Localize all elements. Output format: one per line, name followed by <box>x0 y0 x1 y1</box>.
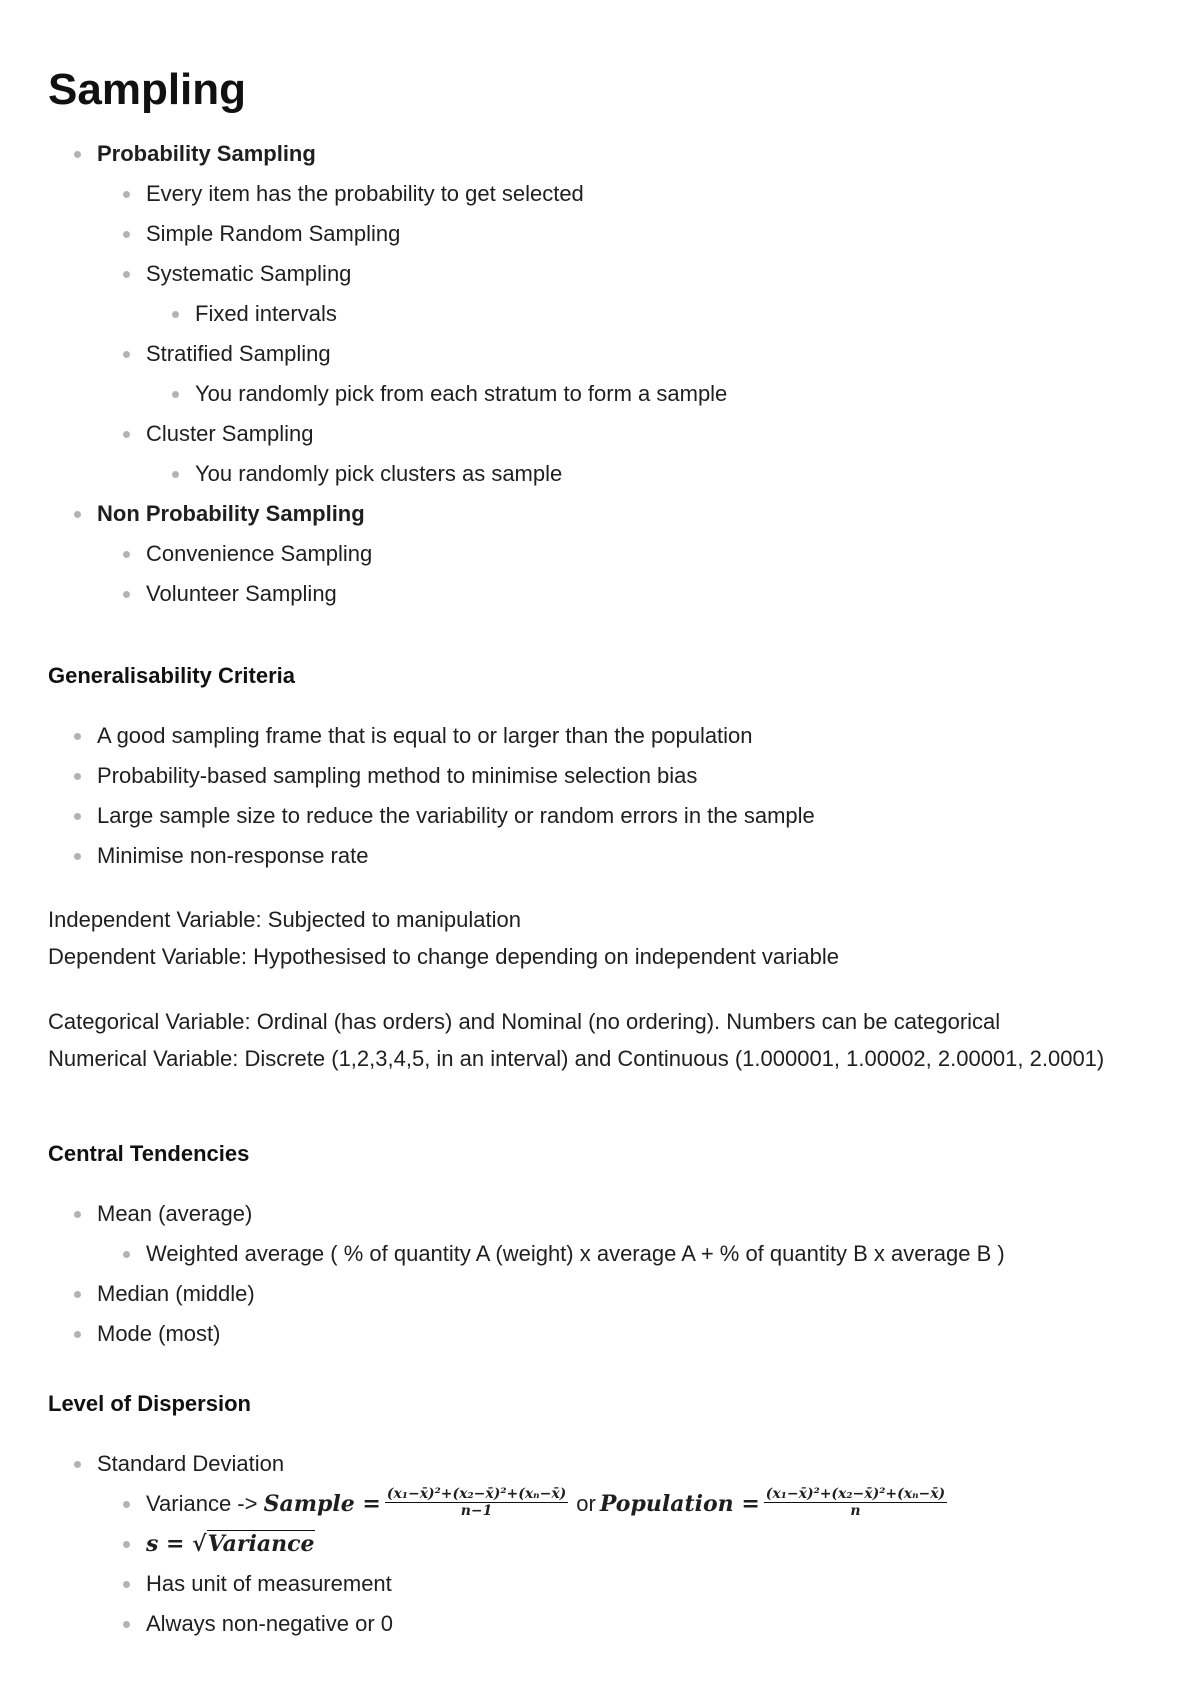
list-item: Minimise non-response rate <box>0 836 1200 876</box>
bullet-icon <box>172 391 179 398</box>
bullet-icon <box>172 311 179 318</box>
list-item: Always non-negative or 0 <box>0 1604 1200 1644</box>
list-item: You randomly pick from each stratum to form a sample <box>0 374 1200 414</box>
bullet-icon <box>74 733 81 740</box>
categorical-variable-text: Categorical Variable: Ordinal (has orders) and Nominal (no ordering). Numbers can be categorical <box>48 1009 1001 1034</box>
bullet-icon <box>123 431 130 438</box>
variables-paragraph <box>48 901 1158 975</box>
bullet-icon <box>172 471 179 478</box>
bullet-icon <box>74 1211 81 1218</box>
section-heading-generalisability: Generalisability Criteria <box>48 663 295 688</box>
sample-denominator: n−1 <box>460 1502 493 1519</box>
bullet-icon <box>123 1581 130 1588</box>
std-formula-lhs: s = √ <box>146 1531 207 1557</box>
sample-numerator: (x₁−x̄)²+(x₂−x̄)²+(xₙ−x̄) <box>386 1485 567 1502</box>
dispersion-list <box>0 1444 1200 1644</box>
bullet-icon <box>74 151 81 158</box>
central-tendencies-list <box>0 1194 1200 1354</box>
bullet-icon <box>74 853 81 860</box>
or-text: or <box>576 1491 596 1516</box>
bullet-icon <box>74 1461 81 1468</box>
bullet-icon <box>123 271 130 278</box>
bullet-icon <box>74 813 81 820</box>
population-fraction <box>764 1486 947 1519</box>
bullet-icon <box>123 351 130 358</box>
bullet-icon <box>74 511 81 518</box>
variable-types-paragraph <box>48 1003 1158 1077</box>
bullet-icon <box>74 1331 81 1338</box>
bullet-icon <box>123 1541 130 1548</box>
bullet-icon <box>123 1621 130 1628</box>
population-numerator: (x₁−x̄)²+(x₂−x̄)²+(xₙ−x̄) <box>765 1485 946 1502</box>
list-item: Probability-based sampling method to minimise selection bias <box>0 756 1200 796</box>
bullet-icon <box>123 191 130 198</box>
list-item: A good sampling frame that is equal to or larger than the population <box>0 716 1200 756</box>
std-formula-item <box>0 1524 1200 1564</box>
bullet-icon <box>123 1251 130 1258</box>
variance-formula-item: Variance -> Sample = $\frac{\text{(x₁−x̄)²+(x₂−x̄)²+(xₙ−x̄)}}{n-1}$ or Population = $\frac{\text{(x₁−x̄)²+(x₂−x̄)²+(xₙ−x̄)}}{n}$ <box>0 1484 1200 1524</box>
bullet-icon <box>123 551 130 558</box>
list-item-probability-sampling: Probability Sampling <box>0 134 1200 174</box>
list-item: Mean (average) <box>0 1194 1200 1234</box>
std-formula-radicand: Variance <box>207 1531 315 1557</box>
list-item: Large sample size to reduce the variability or random errors in the sample <box>0 796 1200 836</box>
sample-fraction <box>385 1486 568 1519</box>
list-item: You randomly pick clusters as sample <box>0 454 1200 494</box>
list-item-non-probability-sampling: Non Probability Sampling <box>0 494 1200 534</box>
bullet-icon <box>74 773 81 780</box>
list-item: Median (middle) <box>0 1274 1200 1314</box>
page-title: Sampling <box>48 65 247 114</box>
sampling-list <box>0 134 1200 614</box>
list-item: Volunteer Sampling <box>0 574 1200 614</box>
section-heading-dispersion: Level of Dispersion <box>48 1391 251 1416</box>
list-item: Simple Random Sampling <box>0 214 1200 254</box>
list-item: Cluster Sampling <box>0 414 1200 454</box>
population-formula-lhs: Population = <box>599 1491 760 1517</box>
list-item: Has unit of measurement <box>0 1564 1200 1604</box>
numerical-variable-text: Numerical Variable: Discrete (1,2,3,4,5, in an interval) and Continuous (1.000001, 1.00002, 2.00001, 2.0001) <box>48 1046 1105 1071</box>
independent-variable-text: Independent Variable: Subjected to manipulation <box>48 907 521 932</box>
bullet-icon <box>74 1291 81 1298</box>
bullet-icon <box>123 1501 130 1508</box>
section-heading-central-tendencies: Central Tendencies <box>48 1141 250 1166</box>
list-item: Mode (most) <box>0 1314 1200 1354</box>
list-item: Every item has the probability to get selected <box>0 174 1200 214</box>
list-item: Weighted average ( % of quantity A (weight) x average A + % of quantity B x average B ) <box>0 1234 1200 1274</box>
bullet-icon <box>123 591 130 598</box>
dependent-variable-text: Dependent Variable: Hypothesised to change depending on independent variable <box>48 944 839 969</box>
sample-formula-lhs: Sample = <box>263 1491 381 1517</box>
list-item: Fixed intervals <box>0 294 1200 334</box>
list-item: Stratified Sampling <box>0 334 1200 374</box>
list-item: Standard Deviation <box>0 1444 1200 1484</box>
list-item: Convenience Sampling <box>0 534 1200 574</box>
generalisability-list <box>0 716 1200 876</box>
population-denominator: n <box>850 1502 861 1519</box>
list-item: Systematic Sampling <box>0 254 1200 294</box>
bullet-icon <box>123 231 130 238</box>
